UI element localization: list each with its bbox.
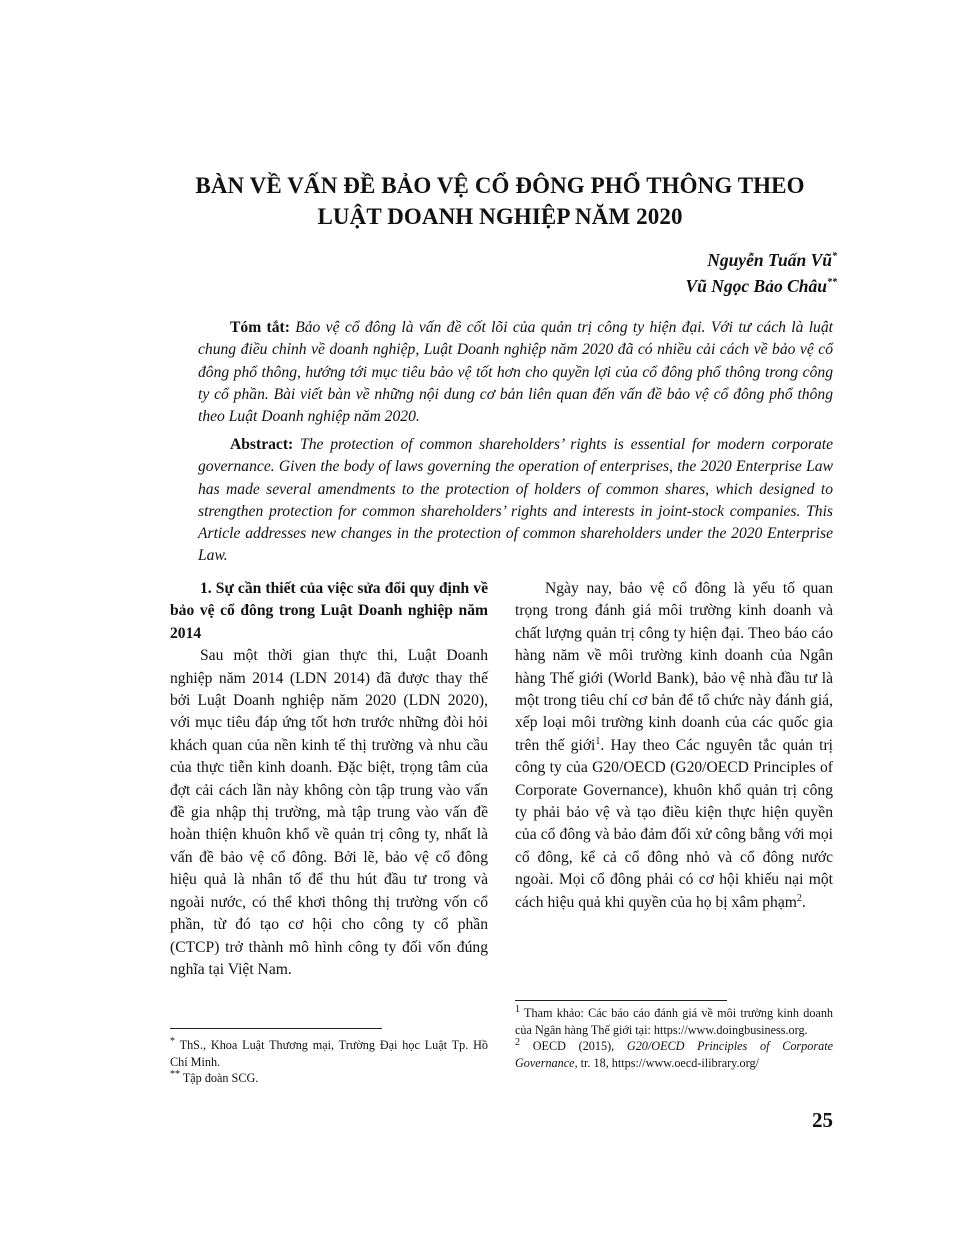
footnote-ref-2: 2 [796,892,802,904]
summary-label: Tóm tắt: [230,319,290,336]
author-name: Nguyễn Tuấn Vũ [707,250,832,270]
footnote-text: Tham khảo: Các báo cáo đánh giá về môi trường kinh doanh của Ngân hàng Thế giới tại: https://www.doingbusiness.org. [515,1006,834,1037]
footnote-mark: * [170,1035,175,1047]
author-mark: ** [827,277,837,289]
author-name: Vũ Ngọc Bảo Châu [685,276,827,296]
footnote-text: ThS., Khoa Luật Thương mại, Trường Đại học Luật Tp. Hồ Chí Minh. [170,1038,489,1069]
abstract-english [198,434,833,568]
right-column [515,578,833,914]
paragraph-2-text-b: . Hay theo Các nguyên tắc quản trị công ty của G20/OECD (G20/OECD Principles of Corporate Governance), khuôn khổ quản trị công ty phải bảo vệ và tạo điều kiện thực hiện quyền của cổ đông và bảo đảm đối xử công bằng với mọi cổ đông, kể cả cổ đông nhỏ và cổ đông nước ngoài. Mọi cổ đông phải có cơ hội khiếu nại một cách hiệu quả khi quyền của họ bị xâm phạm [515,736,833,911]
author-list [686,247,838,299]
author-mark: * [832,251,837,263]
paragraph-2-text-a: Ngày nay, bảo vệ cổ đông là yếu tố quan trọng trong đánh giá môi trường kinh doanh và chất lượng quản trị công ty hiện đại. Theo báo cáo hàng năm về môi trường kinh doanh của Ngân hàng Thế giới (World Bank), bảo vệ nhà đầu tư là một trong tiêu chí cơ bản để tổ chức này đánh giá, xếp loại môi trường kinh doanh của các quốc gia trên thế giới [515,580,833,754]
summary-text: Bảo vệ cổ đông là vấn đề cốt lõi của quản trị công ty hiện đại. Với tư cách là luật chung điều chỉnh về doanh nghiệp, Luật Doanh nghiệp năm 2020 đã có nhiều cải cách về bảo vệ cổ đông phổ thông, hướng tới mục tiêu bảo vệ tốt hơn cho quyền lợi của cổ đông phổ thông trong công ty cổ phần. Bài viết bàn về những nội dung cơ bản liên quan đến vấn đề bảo vệ cổ đông phổ thông theo Luật Doanh nghiệp năm 2020. [198,319,833,426]
footnote-author-2 [170,1070,488,1087]
footnote-ref-1: 1 [595,735,601,747]
author-1 [686,247,838,273]
footnote-mark: 2 [515,1036,520,1048]
footnotes-right [515,1005,833,1071]
page-number: 25 [812,1108,833,1132]
footnote-title: G20/OECD Principles of Corporate Governance [515,1039,833,1070]
footnote-1 [515,1005,833,1038]
left-column [170,578,488,981]
footnote-author-1 [170,1037,488,1070]
footnote-divider-left [170,1028,382,1029]
paper-title [150,170,850,232]
author-2 [686,273,838,299]
abstract-label: Abstract: [230,436,294,453]
footnote-text: Tập đoàn SCG. [182,1071,259,1085]
abstract-text: The protection of common shareholders’ rights is essential for modern corporate governance. Given the body of laws governing the operation of enterprises, the 2020 Enterprise Law has made several amendments to the protection of holders of common shares, which designed to strengthen protection for common shareholders’ rights and interests in joint-stock companies. This Article addresses new changes in the protection of common shareholders under the 2020 Enterprise Law. [198,436,833,565]
paragraph-2 [515,578,833,914]
footnote-divider-right [515,1000,727,1001]
footnotes-left [170,1037,488,1087]
section-heading: 1. Sự cần thiết của việc sửa đổi quy định về bảo vệ cổ đông trong Luật Doanh nghiệp năm 2014 [170,580,488,642]
title-line-2: LUẬT DOANH NGHIỆP NĂM 2020 [317,204,683,229]
paragraph-2-text-c: . [801,893,806,911]
title-line-1: BÀN VỀ VẤN ĐỀ BẢO VỆ CỔ ĐÔNG PHỔ THÔNG THEO [195,173,805,198]
paragraph-1: Sau một thời gian thực thi, Luật Doanh nghiệp năm 2014 (LDN 2014) đã được thay thế bởi Luật Doanh nghiệp năm 2020 (LDN 2020), với mục tiêu đáp ứng tốt hơn trước những đòi hỏi khách quan của nền kinh tế thị trường và nhu cầu của thực tiễn kinh doanh. Đặc biệt, trọng tâm của đợt cải cách lần này không còn tập trung vào vấn đề gia nhập thị trường, mà tập trung vào vấn đề hoàn thiện khuôn khổ về quản trị công ty, nhất là vấn đề bảo vệ cổ đông. Bởi lẽ, bảo vệ cổ đông hiệu quả là nhân tố để thu hút đầu tư trong và ngoài nước, có thể khơi thông thị trường vốn cổ phần, từ đó tạo cơ hội cho công ty cổ phần (CTCP) trở thành mô hình công ty đối vốn đúng nghĩa tại Việt Nam. [170,647,488,978]
footnote-text-a: OECD (2015), [532,1039,627,1053]
summary-vietnamese [198,317,833,428]
footnote-2 [515,1038,833,1071]
footnote-text-b: , tr. 18, https://www.oecd-ilibrary.org/ [574,1055,759,1070]
footnote-mark: 1 [515,1003,520,1015]
footnote-mark: ** [170,1068,180,1080]
